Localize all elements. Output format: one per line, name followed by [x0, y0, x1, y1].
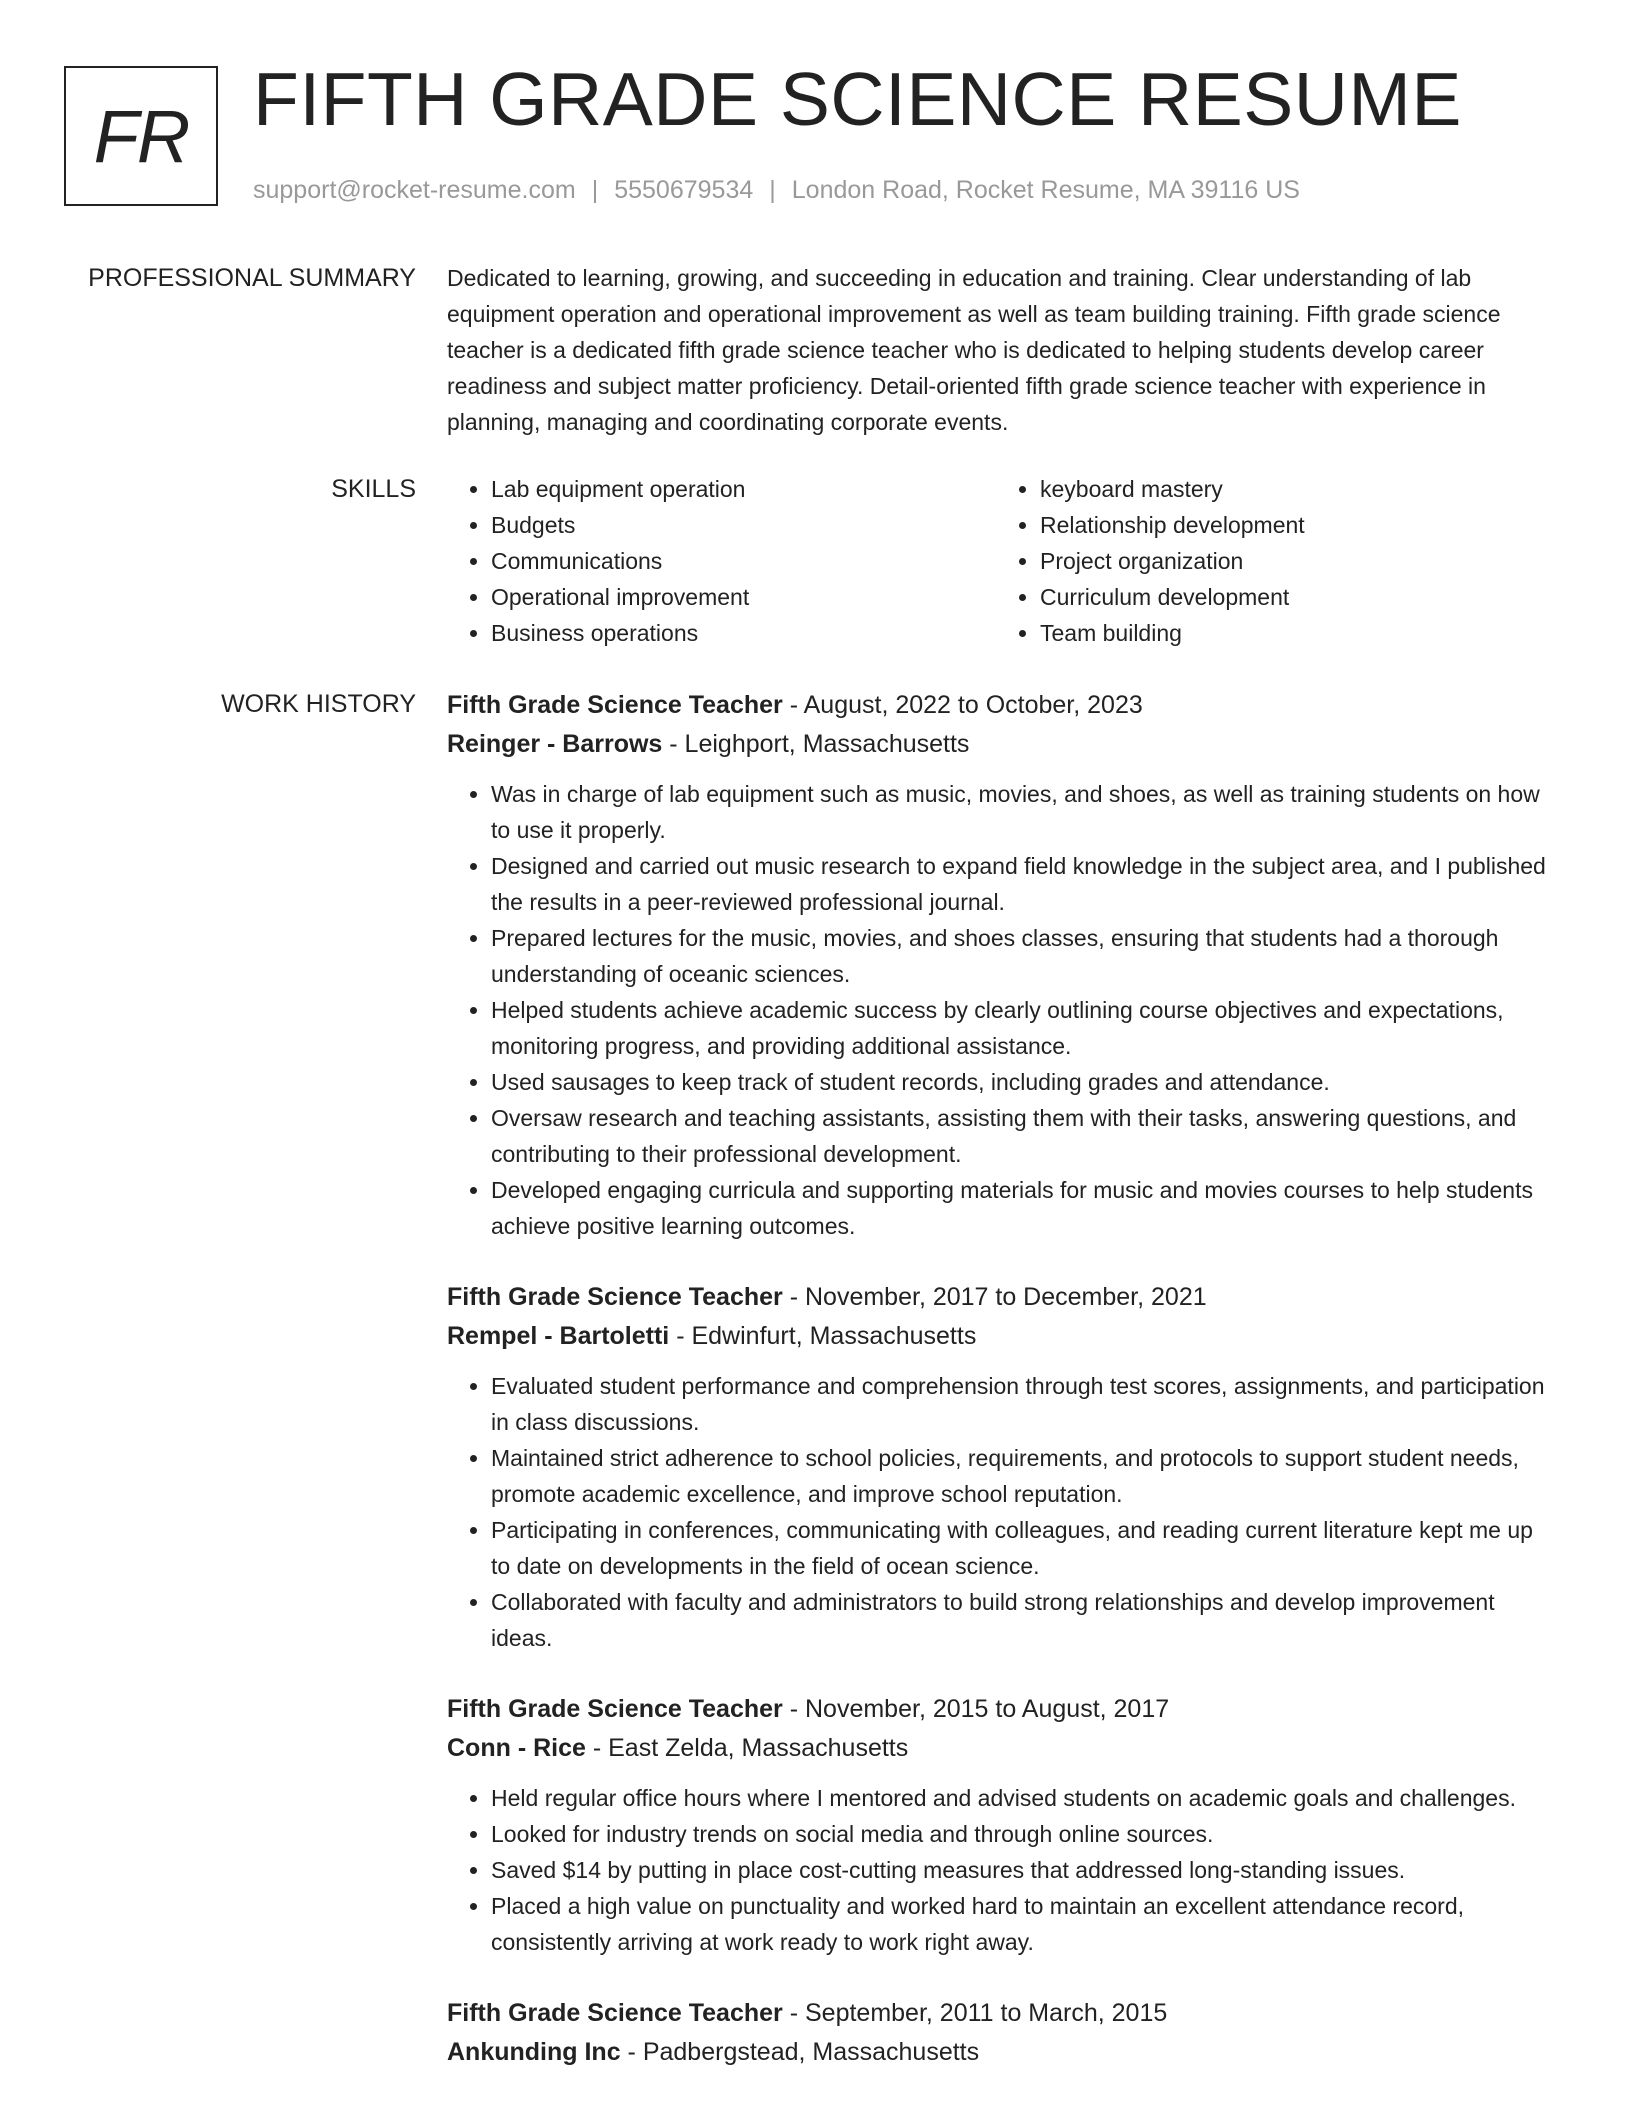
section-label-skills: SKILLS	[331, 475, 416, 503]
skill-item: • Project organization	[1040, 543, 1545, 579]
contact-line	[253, 176, 1300, 205]
contact-separator: |	[591, 176, 599, 204]
job-title-line	[447, 1278, 1557, 1317]
job-company: Ankunding Inc	[447, 2038, 621, 2066]
job-bullet: • Helped students achieve academic success by clearly outlining course objectives and expectations, monitoring progress, and providing additional assistance.	[491, 992, 1557, 1064]
job-location: - Padbergstead, Massachusetts	[620, 2038, 980, 2066]
job-company-line	[447, 1317, 1557, 1356]
job-bullet: • Held regular office hours where I mentored and advised students on academic goals and challenges.	[491, 1780, 1557, 1816]
job-dates: - November, 2015 to August, 2017	[782, 1695, 1170, 1723]
job-dates: - August, 2022 to October, 2023	[782, 691, 1143, 719]
skills-list-left	[447, 471, 996, 651]
job-title-line	[447, 686, 1557, 725]
job-entry	[447, 1994, 1557, 2072]
job-title-line	[447, 1690, 1557, 1729]
job-title: Fifth Grade Science Teacher	[447, 1999, 783, 2027]
job-company-line	[447, 1729, 1557, 1768]
job-bullet: • Maintained strict adherence to school policies, requirements, and protocols to support student needs, promote academic excellence, and improve school reputation.	[491, 1440, 1557, 1512]
resume-title: FIFTH GRADE SCIENCE RESUME	[253, 57, 1462, 141]
section-label-work-history: WORK HISTORY	[221, 690, 416, 718]
skill-item: • Communications	[491, 543, 996, 579]
job-company-line	[447, 2033, 1557, 2072]
job-bullet: • Developed engaging curricula and supporting materials for music and movies courses to help students achieve positive learning outcomes.	[491, 1172, 1557, 1244]
summary-text: Dedicated to learning, growing, and succeeding in education and training. Clear understanding of lab equipment operation and operational improvement as well as team building training. Fifth grade science teacher is a dedicated fifth grade science teacher who is dedicated to helping students develop career readiness and subject matter proficiency. Detail-oriented fifth grade science teacher with experience in planning, managing and coordinating corporate events.	[447, 265, 1501, 435]
section-label-summary: PROFESSIONAL SUMMARY	[88, 264, 416, 292]
job-bullets	[447, 1368, 1557, 1656]
job-location: - Leighport, Massachusetts	[662, 730, 970, 758]
job-title-line	[447, 1994, 1557, 2033]
job-bullet: • Prepared lectures for the music, movies, and shoes classes, ensuring that students had a thorough understanding of oceanic sciences.	[491, 920, 1557, 992]
job-bullet: • Collaborated with faculty and administrators to build strong relationships and develop improvement ideas.	[491, 1584, 1557, 1656]
job-entry	[447, 1690, 1557, 1960]
contact-separator: |	[769, 176, 776, 204]
job-company: Rempel - Bartoletti	[447, 1322, 670, 1350]
job-bullet: • Placed a high value on punctuality and worked hard to maintain an excellent attendance record, consistently arriving at work ready to work right away.	[491, 1888, 1557, 1960]
contact-email: support@rocket-resume.com	[253, 176, 576, 204]
job-entry	[447, 686, 1557, 1244]
job-location: - East Zelda, Massachusetts	[585, 1734, 909, 1762]
job-location: - Edwinfurt, Massachusetts	[669, 1322, 977, 1350]
job-bullet: • Evaluated student performance and comprehension through test scores, assignments, and participation in class discussions.	[491, 1368, 1557, 1440]
contact-phone: 5550679534	[614, 176, 754, 204]
job-bullets	[447, 1780, 1557, 1960]
summary-body	[447, 260, 1557, 440]
job-dates: - November, 2017 to December, 2021	[782, 1283, 1207, 1311]
job-company: Reinger - Barrows	[447, 730, 663, 758]
job-bullet: • Participating in conferences, communicating with colleagues, and reading current literature kept me up to date on developments in the field of ocean science.	[491, 1512, 1557, 1584]
job-title: Fifth Grade Science Teacher	[447, 691, 783, 719]
job-bullet: • Oversaw research and teaching assistants, assisting them with their tasks, answering questions, and contributing to their professional development.	[491, 1100, 1557, 1172]
skill-item: • Lab equipment operation	[491, 471, 996, 507]
job-bullet: • Used sausages to keep track of student records, including grades and attendance.	[491, 1064, 1557, 1100]
skills-body	[447, 471, 1557, 651]
skill-item: • Operational improvement	[491, 579, 996, 615]
job-company-line	[447, 725, 1557, 764]
monogram-logo: FR	[64, 66, 218, 206]
skill-item: • Relationship development	[1040, 507, 1545, 543]
job-bullets	[447, 776, 1557, 1244]
job-bullet: • Designed and carried out music research to expand field knowledge in the subject area, and I published the results in a peer-reviewed professional journal.	[491, 848, 1557, 920]
skills-list-right	[996, 471, 1545, 651]
job-title: Fifth Grade Science Teacher	[447, 1695, 783, 1723]
work-history-body	[447, 686, 1557, 2106]
job-title: Fifth Grade Science Teacher	[447, 1283, 783, 1311]
skill-item: • Business operations	[491, 615, 996, 651]
job-entry	[447, 1278, 1557, 1656]
skill-item: • Team building	[1040, 615, 1545, 651]
contact-address: London Road, Rocket Resume, MA 39116 US	[791, 176, 1300, 204]
skill-item: • Curriculum development	[1040, 579, 1545, 615]
skill-item: • keyboard mastery	[1040, 471, 1545, 507]
job-bullet: • Looked for industry trends on social media and through online sources.	[491, 1816, 1557, 1852]
job-bullet: • Saved $14 by putting in place cost-cutting measures that addressed long-standing issues.	[491, 1852, 1557, 1888]
job-dates: - September, 2011 to March, 2015	[782, 1999, 1168, 2027]
job-bullet: • Was in charge of lab equipment such as music, movies, and shoes, as well as training students on how to use it properly.	[491, 776, 1557, 848]
skill-item: • Budgets	[491, 507, 996, 543]
job-company: Conn - Rice	[447, 1734, 586, 1762]
